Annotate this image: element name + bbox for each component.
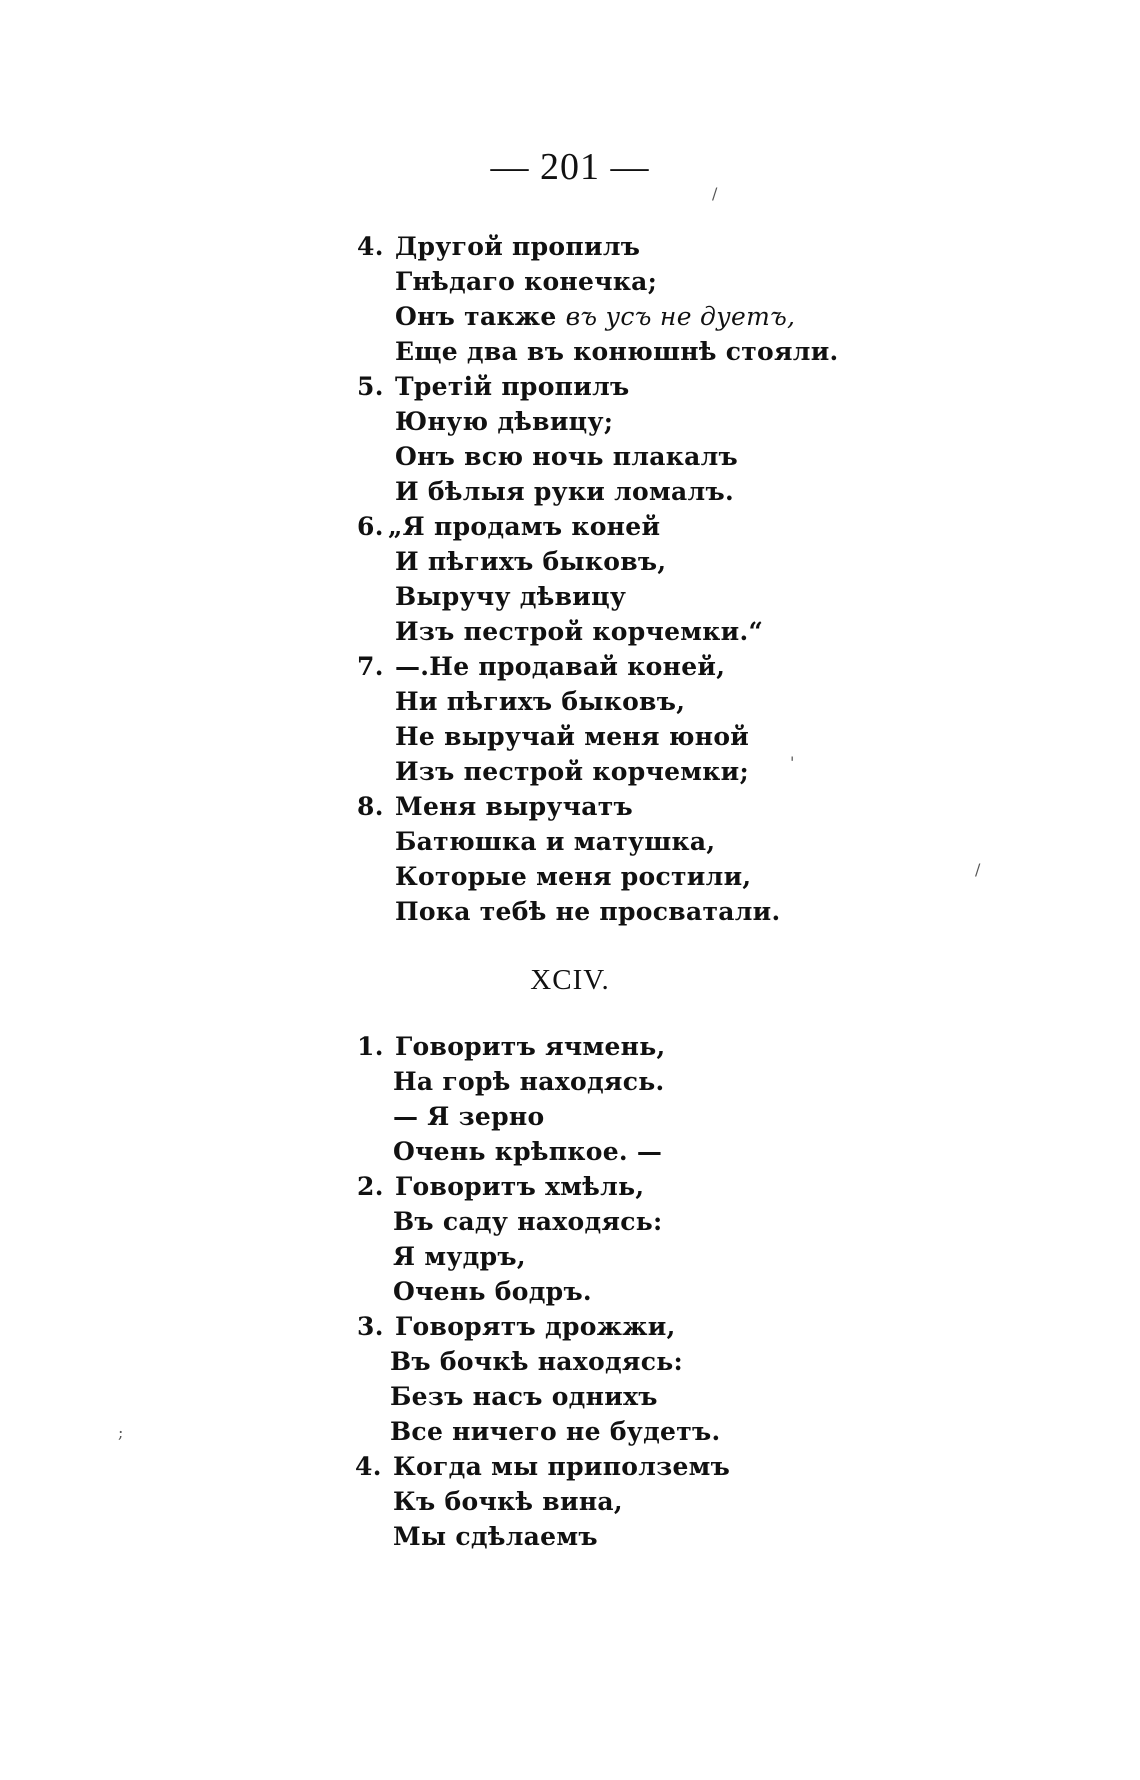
verse-text-plain: Онъ также [395,302,566,331]
verse-text: Батюшка и матушка, [395,827,716,856]
verse-text: Въ бочкѣ находясь: [390,1347,684,1376]
verse-text: Которые меня ростили, [395,862,752,891]
verse-text: И пѣгихъ быковъ, [395,547,667,576]
verse-text: Я мудръ, [393,1242,526,1271]
verse-text: —.Не продавай коней, [395,652,726,681]
stanza-number: 3. [357,1312,384,1341]
verse-text: Другой пропилъ [395,232,641,261]
stanza-number: 8. [357,792,384,821]
verse-text-italic: въ усъ не дуетъ, [565,302,796,331]
verse-text: Пока тебѣ не просватали. [395,897,781,926]
stanza-number: 7. [357,652,384,681]
scan-speck: ; [118,1423,124,1442]
verse-text: „Я продамъ коней [388,512,661,541]
verse-text: Говоритъ ячмень, [395,1032,666,1061]
verse-text: Изъ пестрой корчемки; [395,757,750,786]
verse-text: Говорятъ дрожжи, [395,1312,676,1341]
verse-text: Юную дѣвицу; [395,407,614,436]
verse-text: Третій пропилъ [395,372,630,401]
verse-text: Все ничего не будетъ. [390,1417,721,1446]
verse-text: Говоритъ хмѣль, [395,1172,645,1201]
verse-text: Онъ всю ночь плакалъ [395,442,739,471]
stanza-number: 4. [357,232,384,261]
verse-text: На горѣ находясь. [393,1067,665,1096]
scan-speck: / [712,184,718,203]
verse-text: Очень бодръ. [393,1277,592,1306]
verse-text: Мы сдѣлаемъ [393,1522,598,1551]
verse-text: Не выручай меня юной [395,722,750,751]
verse-text: — Я зерно [393,1102,545,1131]
stanza-number: 4. [355,1452,382,1481]
stanza-number: 6. [357,512,384,541]
verse-text: Къ бочкѣ вина, [393,1487,623,1516]
verse-text: Когда мы приполземъ [393,1452,731,1481]
verse-text [395,300,795,334]
verse-text: Гнѣдаго конечка; [395,267,658,296]
section-title: XCIV. [530,964,610,996]
verse-text: Меня выручатъ [395,792,634,821]
verse-text: Еще два въ конюшнѣ стояли. [395,337,839,366]
verse-text: Ни пѣгихъ быковъ, [395,687,686,716]
verse-text: Въ саду находясь: [393,1207,663,1236]
verse-text: И бѣлыя руки ломалъ. [395,477,734,506]
verse-text: Изъ пестрой корчемки.“ [395,617,764,646]
stanza-number: 1. [357,1032,384,1061]
verse-text: Очень крѣпкое. — [393,1137,663,1166]
scan-speck: ' [790,753,795,772]
verse-text: Выручу дѣвицу [395,582,627,611]
scan-speck: / [975,860,981,879]
verse-text: Безъ насъ однихъ [390,1382,658,1411]
stanza-number: 5. [357,372,384,401]
page-number: — 201 — [490,146,650,188]
stanza-number: 2. [357,1172,384,1201]
